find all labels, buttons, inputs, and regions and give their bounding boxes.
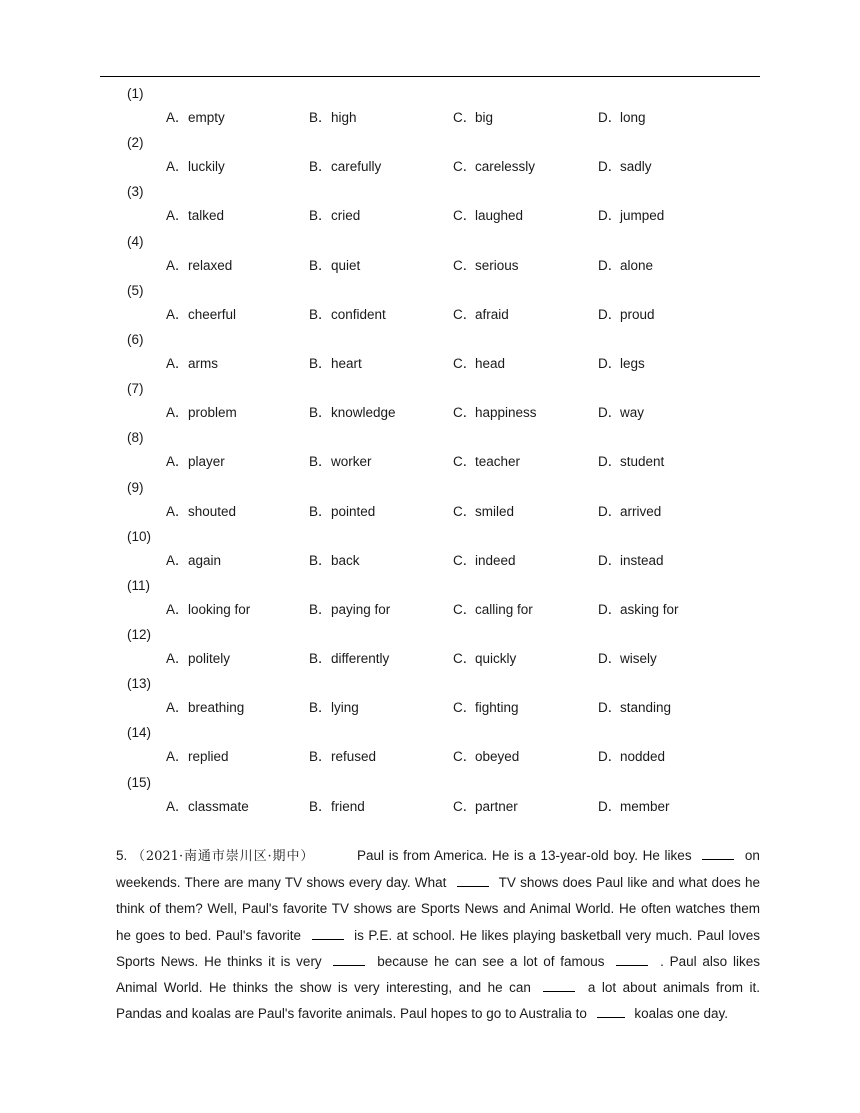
option-text: luckily xyxy=(188,159,225,175)
option-letter: D． xyxy=(598,110,622,125)
blank-3[interactable] xyxy=(312,925,344,940)
option-text: alone xyxy=(620,257,654,273)
option-letter: D． xyxy=(598,601,622,617)
option-letter: B． xyxy=(309,306,332,322)
option-d[interactable] xyxy=(598,452,664,472)
option-letter: D． xyxy=(598,552,622,568)
option-a[interactable] xyxy=(166,551,221,571)
option-letter: D． xyxy=(598,306,622,322)
option-letter: A． xyxy=(166,208,189,224)
option-text: replied xyxy=(188,749,229,765)
option-text: student xyxy=(620,454,665,470)
option-letter: A． xyxy=(166,405,189,421)
passage-text: koalas one day. xyxy=(634,1006,728,1022)
option-text: legs xyxy=(620,355,645,371)
option-letter: B． xyxy=(309,355,332,371)
option-text: arrived xyxy=(620,503,662,519)
option-letter: B． xyxy=(309,552,332,568)
option-d[interactable] xyxy=(598,305,655,325)
blank-2[interactable] xyxy=(457,872,489,887)
option-b[interactable] xyxy=(309,698,359,718)
option-a[interactable] xyxy=(166,403,237,423)
option-b[interactable] xyxy=(309,157,381,177)
option-d[interactable] xyxy=(598,747,665,767)
option-text: looking for xyxy=(188,601,251,617)
question-item xyxy=(0,330,860,379)
option-text: wisely xyxy=(620,651,657,667)
option-text: fighting xyxy=(475,700,519,716)
header-rule xyxy=(100,76,760,77)
option-text: heart xyxy=(331,355,362,371)
option-b[interactable] xyxy=(309,649,389,669)
option-letter: C． xyxy=(453,749,477,765)
option-letter: D． xyxy=(598,798,622,814)
option-letter: B． xyxy=(309,798,332,814)
option-text: proud xyxy=(620,306,655,322)
question-number: (13) xyxy=(127,676,152,692)
option-text: cheerful xyxy=(188,306,237,322)
option-text: player xyxy=(188,454,225,470)
passage-text: is P.E. at school. He likes playing basketball very much. Paul loves Sports News. He thinks it is very xyxy=(116,927,760,969)
option-c[interactable] xyxy=(453,157,535,177)
question-item xyxy=(0,428,860,477)
option-text: worker xyxy=(331,454,372,470)
option-text: cried xyxy=(331,208,361,224)
passage-text: a lot about animals from it. Pandas and koalas are Paul's favorite animals. Paul hopes to go to Australia to xyxy=(116,980,760,1022)
question-number: (14) xyxy=(127,725,152,741)
option-c[interactable] xyxy=(453,502,514,522)
option-letter: A． xyxy=(166,503,189,519)
option-text: lying xyxy=(331,700,359,716)
option-letter: C． xyxy=(453,552,477,568)
option-letter: B． xyxy=(309,503,332,519)
option-text: friend xyxy=(331,798,365,814)
option-text: quiet xyxy=(331,257,361,273)
option-d[interactable] xyxy=(598,698,671,718)
option-b[interactable] xyxy=(309,354,362,374)
option-a[interactable] xyxy=(166,108,225,128)
option-text: talked xyxy=(188,208,225,224)
question-number: (11) xyxy=(127,577,151,593)
option-d[interactable] xyxy=(598,551,664,571)
option-b[interactable] xyxy=(309,502,375,522)
option-b[interactable] xyxy=(309,206,360,226)
option-letter: C． xyxy=(453,257,477,273)
option-b[interactable] xyxy=(309,797,365,817)
option-text: empty xyxy=(188,110,225,125)
question-number: (3) xyxy=(127,184,144,200)
option-text: paying for xyxy=(331,601,391,617)
passage-number: 5. xyxy=(116,848,128,863)
option-b[interactable] xyxy=(309,600,390,620)
question-item xyxy=(0,576,860,625)
question-number: (10) xyxy=(127,528,152,544)
question-item xyxy=(0,625,860,674)
option-d[interactable] xyxy=(598,108,646,128)
option-a[interactable] xyxy=(166,649,230,669)
option-text: happiness xyxy=(475,405,537,421)
option-a[interactable] xyxy=(166,698,244,718)
option-a[interactable] xyxy=(166,502,236,522)
option-letter: C． xyxy=(453,208,477,224)
option-letter: C． xyxy=(453,798,477,814)
option-b[interactable] xyxy=(309,747,376,767)
option-letter: A． xyxy=(166,651,189,667)
question-item xyxy=(0,527,860,576)
option-text: relaxed xyxy=(188,257,233,273)
option-text: asking for xyxy=(620,601,679,617)
blank-7[interactable] xyxy=(597,1003,625,1018)
option-d[interactable] xyxy=(598,206,664,226)
option-text: teacher xyxy=(475,454,521,470)
option-text: smiled xyxy=(475,503,515,519)
option-c[interactable] xyxy=(453,256,519,276)
question-number: (5) xyxy=(127,282,144,298)
blank-6[interactable] xyxy=(543,977,575,992)
option-letter: C． xyxy=(453,454,477,470)
option-letter: C． xyxy=(453,405,477,421)
question-number: (4) xyxy=(127,233,144,249)
passage-text: . Paul also likes Animal World. He thinks the show is very interesting, and he can xyxy=(116,953,760,996)
question-number: (8) xyxy=(127,430,144,446)
option-letter: B． xyxy=(309,257,332,273)
option-text: back xyxy=(331,552,360,568)
option-text: breathing xyxy=(188,700,245,716)
option-text: sadly xyxy=(620,159,652,175)
option-letter: C． xyxy=(453,601,477,617)
option-c[interactable] xyxy=(453,649,516,669)
option-b[interactable] xyxy=(309,452,372,472)
option-letter: C． xyxy=(453,503,477,519)
option-letter: C． xyxy=(453,651,477,667)
question-item xyxy=(0,281,860,330)
option-text: confident xyxy=(331,306,386,322)
option-c[interactable] xyxy=(453,551,516,571)
option-b[interactable] xyxy=(309,256,360,276)
blank-4[interactable] xyxy=(333,951,365,966)
option-d[interactable] xyxy=(598,354,645,374)
option-text: long xyxy=(620,110,646,125)
option-a[interactable] xyxy=(166,747,229,767)
option-letter: D． xyxy=(598,700,622,716)
option-letter: A． xyxy=(166,798,189,814)
option-letter: A． xyxy=(166,257,189,273)
option-text: quickly xyxy=(475,651,517,667)
option-a[interactable] xyxy=(166,206,224,226)
option-letter: D． xyxy=(598,257,622,273)
option-a[interactable] xyxy=(166,354,218,374)
option-letter: A． xyxy=(166,601,189,617)
option-d[interactable] xyxy=(598,797,670,817)
option-text: carelessly xyxy=(475,159,536,175)
option-text: problem xyxy=(188,405,237,421)
option-letter: B． xyxy=(309,454,332,470)
option-text: arms xyxy=(188,355,218,371)
option-letter: D． xyxy=(598,454,622,470)
passage-text: TV shows does Paul like and what does he think of them? Well, Paul's favorite TV shows are Sports News and Animal World. He often watches them he goes to bed. Paul's favorite xyxy=(116,875,760,943)
option-d[interactable] xyxy=(598,502,661,522)
option-d[interactable] xyxy=(598,403,644,423)
option-a[interactable] xyxy=(166,797,249,817)
option-text: head xyxy=(475,355,506,371)
option-letter: A． xyxy=(166,159,189,175)
passage-text: Paul is from America. He is a 13-year-old boy. He likes xyxy=(357,848,692,863)
option-b[interactable] xyxy=(309,403,396,423)
option-letter: B． xyxy=(309,159,332,175)
option-letter: B． xyxy=(309,405,332,421)
option-letter: C． xyxy=(453,110,477,125)
blank-5[interactable] xyxy=(616,951,648,966)
passage-text: on weekends. There are many TV shows every day. What xyxy=(116,848,760,891)
question-item xyxy=(0,773,860,822)
blank-1[interactable] xyxy=(702,845,734,860)
question-number: (15) xyxy=(127,774,152,790)
option-text: high xyxy=(331,110,357,125)
option-c[interactable] xyxy=(453,108,493,128)
option-text: serious xyxy=(475,257,519,273)
question-number: (12) xyxy=(127,627,152,643)
question-item xyxy=(0,723,860,772)
question-number: (1) xyxy=(127,86,144,101)
option-text: member xyxy=(620,798,670,814)
option-c[interactable] xyxy=(453,698,519,718)
option-letter: C． xyxy=(453,159,477,175)
option-text: classmate xyxy=(188,798,249,814)
option-c[interactable] xyxy=(453,354,505,374)
option-letter: D． xyxy=(598,355,622,371)
option-letter: A． xyxy=(166,454,189,470)
question-item xyxy=(0,379,860,428)
option-c[interactable] xyxy=(453,452,520,472)
option-b[interactable] xyxy=(309,108,357,128)
option-letter: D． xyxy=(598,159,622,175)
question-number: (9) xyxy=(127,479,144,495)
option-text: afraid xyxy=(475,306,509,322)
option-text: again xyxy=(188,552,222,568)
option-a[interactable] xyxy=(166,157,225,177)
option-d[interactable] xyxy=(598,600,679,620)
option-a[interactable] xyxy=(166,452,225,472)
option-text: politely xyxy=(188,651,231,667)
option-letter: B． xyxy=(309,700,332,716)
option-text: laughed xyxy=(475,208,524,224)
passage xyxy=(116,843,760,1027)
option-letter: A． xyxy=(166,749,189,765)
option-letter: D． xyxy=(598,503,622,519)
question-item xyxy=(0,232,860,281)
option-letter: C． xyxy=(453,306,477,322)
option-letter: A． xyxy=(166,110,189,125)
passage-text: because he can see a lot of famous xyxy=(377,953,605,969)
option-letter: C． xyxy=(453,700,477,716)
option-c[interactable] xyxy=(453,403,537,423)
question-number: (2) xyxy=(127,135,144,151)
option-b[interactable] xyxy=(309,551,360,571)
option-letter: A． xyxy=(166,355,189,371)
option-text: big xyxy=(475,110,494,125)
question-item xyxy=(0,182,860,231)
question-item xyxy=(0,674,860,723)
option-text: instead xyxy=(620,552,664,568)
option-c[interactable] xyxy=(453,305,509,325)
option-letter: D． xyxy=(598,651,622,667)
option-text: calling for xyxy=(475,601,533,617)
option-text: partner xyxy=(475,798,518,814)
option-text: nodded xyxy=(620,749,666,765)
option-text: indeed xyxy=(475,552,516,568)
option-letter: B． xyxy=(309,749,332,765)
option-text: shouted xyxy=(188,503,237,519)
question-item xyxy=(0,478,860,527)
question-item xyxy=(0,84,860,133)
option-text: way xyxy=(620,405,645,421)
option-letter: C． xyxy=(453,355,477,371)
option-text: standing xyxy=(620,700,672,716)
option-letter: D． xyxy=(598,405,622,421)
option-text: jumped xyxy=(620,208,665,224)
option-letter: A． xyxy=(166,700,189,716)
option-letter: D． xyxy=(598,208,622,224)
option-c[interactable] xyxy=(453,747,519,767)
option-letter: B． xyxy=(309,208,332,224)
option-b[interactable] xyxy=(309,305,386,325)
option-letter: A． xyxy=(166,552,189,568)
option-a[interactable] xyxy=(166,256,232,276)
question-item xyxy=(0,133,860,182)
option-text: differently xyxy=(331,651,390,667)
option-text: pointed xyxy=(331,503,376,519)
option-letter: D． xyxy=(598,749,622,765)
option-d[interactable] xyxy=(598,157,652,177)
option-d[interactable] xyxy=(598,256,653,276)
option-text: refused xyxy=(331,749,377,765)
option-letter: B． xyxy=(309,110,332,125)
option-letter: B． xyxy=(309,651,332,667)
option-text: obeyed xyxy=(475,749,520,765)
option-c[interactable] xyxy=(453,206,523,226)
option-a[interactable] xyxy=(166,600,250,620)
question-list xyxy=(0,84,860,822)
option-letter: A． xyxy=(166,306,189,322)
option-a[interactable] xyxy=(166,305,236,325)
option-letter: B． xyxy=(309,601,332,617)
question-number: (7) xyxy=(127,381,144,397)
passage-source: （2021·南通市崇川区·期中） xyxy=(131,849,315,864)
option-d[interactable] xyxy=(598,649,657,669)
option-text: carefully xyxy=(331,159,382,175)
option-text: knowledge xyxy=(331,405,396,421)
option-c[interactable] xyxy=(453,797,518,817)
option-c[interactable] xyxy=(453,600,533,620)
question-number: (6) xyxy=(127,331,144,347)
